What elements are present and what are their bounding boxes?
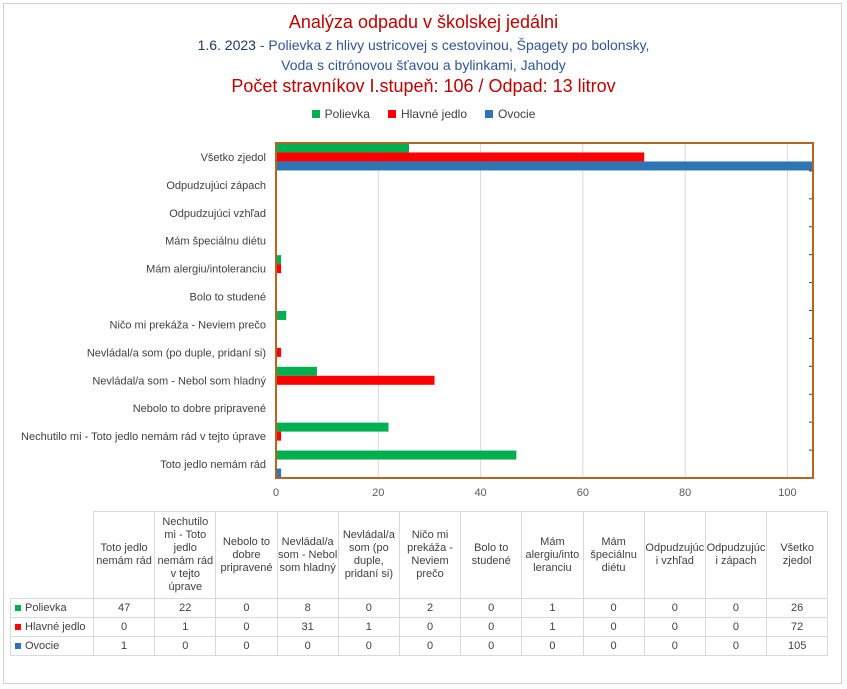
bar-ovocie xyxy=(276,161,813,170)
y-category-label: Ničo mi prekáža - Neviem prečo xyxy=(109,319,266,332)
bar-polievka xyxy=(276,367,317,376)
subtitle-menu: - Polievka z hlivy ustricovej s cestovinou, Špagety po bolonsky, xyxy=(255,37,650,53)
table-cell: 0 xyxy=(461,618,522,637)
table-cell: 1 xyxy=(338,618,399,637)
bar-polievka xyxy=(276,451,516,460)
table-cell: 1 xyxy=(522,599,583,618)
table-cell: 26 xyxy=(767,599,828,618)
table-cell: 0 xyxy=(399,618,460,637)
x-tick-label: 60 xyxy=(576,487,589,499)
chart-stats: Počet stravníkov I.stupeň: 106 / Odpad: 13 litrov xyxy=(231,76,616,96)
chart-subtitle-line2: Voda s citrónovou šťavou a bylinkami, Jahody xyxy=(281,57,566,73)
table-cell: 0 xyxy=(338,637,399,656)
table-column-header: Mám špeciálnu diétu xyxy=(583,512,644,599)
y-category-label: Všetko zjedol xyxy=(200,151,266,164)
table-column-header: Odpudzujúc i zápach xyxy=(705,512,766,599)
y-category-label: Nevládal/a som (po duple, pridaní si) xyxy=(86,347,266,360)
table-cell: 0 xyxy=(155,637,216,656)
table-series-label xyxy=(11,637,94,656)
table-header-row xyxy=(11,512,828,599)
table-cell: 0 xyxy=(277,637,338,656)
x-tick-label: 100 xyxy=(778,487,797,499)
series-name: Ovocie xyxy=(25,639,60,652)
table-cell: 0 xyxy=(216,618,277,637)
legend-label: Ovocie xyxy=(498,107,536,121)
table-column-header: Odpudzujúc i vzhľad xyxy=(644,512,705,599)
table-column-header: Ničo mi prekáža - Neviem prečo xyxy=(399,512,460,599)
table-cell: 31 xyxy=(277,618,338,637)
table-column-header: Všetko zjedol xyxy=(767,512,828,599)
table-cell: 0 xyxy=(461,637,522,656)
table-cell: 0 xyxy=(705,599,766,618)
table-row xyxy=(11,637,828,656)
table-cell: 1 xyxy=(155,618,216,637)
y-category-label: Mám špeciálnu diétu xyxy=(165,235,266,248)
table-row xyxy=(11,618,828,637)
table-row xyxy=(11,599,828,618)
table-column-header: Nevládal/a som - Nebol som hladný xyxy=(277,512,338,599)
table-cell: 1 xyxy=(94,637,155,656)
table-cell: 0 xyxy=(461,599,522,618)
series-name: Polievka xyxy=(25,601,67,614)
table-cell: 0 xyxy=(522,637,583,656)
table-cell: 0 xyxy=(705,618,766,637)
table-cell: 0 xyxy=(399,637,460,656)
y-category-label: Mám alergiu/intoleranciu xyxy=(146,263,266,276)
table-cell: 0 xyxy=(644,618,705,637)
y-category-label: Nevládal/a som - Nebol som hladný xyxy=(92,375,266,388)
y-category-label: Odpudzujúci vzhľad xyxy=(169,207,266,220)
table-cell: 105 xyxy=(767,637,828,656)
y-category-label: Odpudzujúci zápach xyxy=(166,179,266,192)
table-series-label xyxy=(11,599,94,618)
table-cell: 72 xyxy=(767,618,828,637)
table-cell: 0 xyxy=(216,599,277,618)
bar-polievka xyxy=(276,311,286,320)
table-cell: 0 xyxy=(583,599,644,618)
bar-polievka xyxy=(276,423,389,432)
x-tick-label: 40 xyxy=(474,487,487,499)
series-swatch xyxy=(15,624,21,630)
y-category-label: Toto jedlo nemám rád xyxy=(160,459,266,472)
x-tick-label: 0 xyxy=(272,487,280,499)
bar-hlavné-jedlo xyxy=(276,376,435,385)
table-corner xyxy=(11,512,94,599)
series-swatch xyxy=(15,605,21,611)
series-name: Hlavné jedlo xyxy=(25,620,86,633)
legend-label: Hlavné jedlo xyxy=(400,107,468,121)
table-column-header: Nebolo to dobre pripravené xyxy=(216,512,277,599)
bar-hlavné-jedlo xyxy=(276,152,644,161)
table-series-label xyxy=(11,618,94,637)
table-column-header: Nechutilo mi - Toto jedlo nemám rád v tejto úprave xyxy=(155,512,216,599)
table-column-header: Bolo to studené xyxy=(461,512,522,599)
table-cell: 0 xyxy=(583,637,644,656)
table-cell: 0 xyxy=(583,618,644,637)
series-swatch xyxy=(15,643,21,649)
table-column-header: Mám alergiu/into leranciu xyxy=(522,512,583,599)
table-cell: 47 xyxy=(94,599,155,618)
data-table xyxy=(10,511,828,656)
table-cell: 0 xyxy=(705,637,766,656)
table-cell: 0 xyxy=(216,637,277,656)
table-cell: 2 xyxy=(399,599,460,618)
legend-label: Polievka xyxy=(324,107,370,121)
table-cell: 0 xyxy=(644,599,705,618)
table-column-header: Toto jedlo nemám rád xyxy=(94,512,155,599)
table-cell: 22 xyxy=(155,599,216,618)
y-category-label: Bolo to studené xyxy=(189,291,266,304)
table-cell: 0 xyxy=(94,618,155,637)
table-cell: 8 xyxy=(277,599,338,618)
table-cell: 0 xyxy=(644,637,705,656)
table-column-header: Nevládal/a som (po duple, pridaní si) xyxy=(338,512,399,599)
table-cell: 1 xyxy=(522,618,583,637)
table-cell: 0 xyxy=(338,599,399,618)
bar-polievka xyxy=(276,143,409,152)
y-category-label: Nechutilo mi - Toto jedlo nemám rád v tejto úprave xyxy=(21,431,266,444)
chart-title: Analýza odpadu v školskej jedálni xyxy=(288,12,559,32)
x-tick-label: 20 xyxy=(372,487,385,499)
subtitle-date: 1.6. 2023 xyxy=(197,37,256,53)
y-category-label: Nebolo to dobre pripravené xyxy=(132,403,266,416)
x-tick-label: 80 xyxy=(679,487,692,499)
